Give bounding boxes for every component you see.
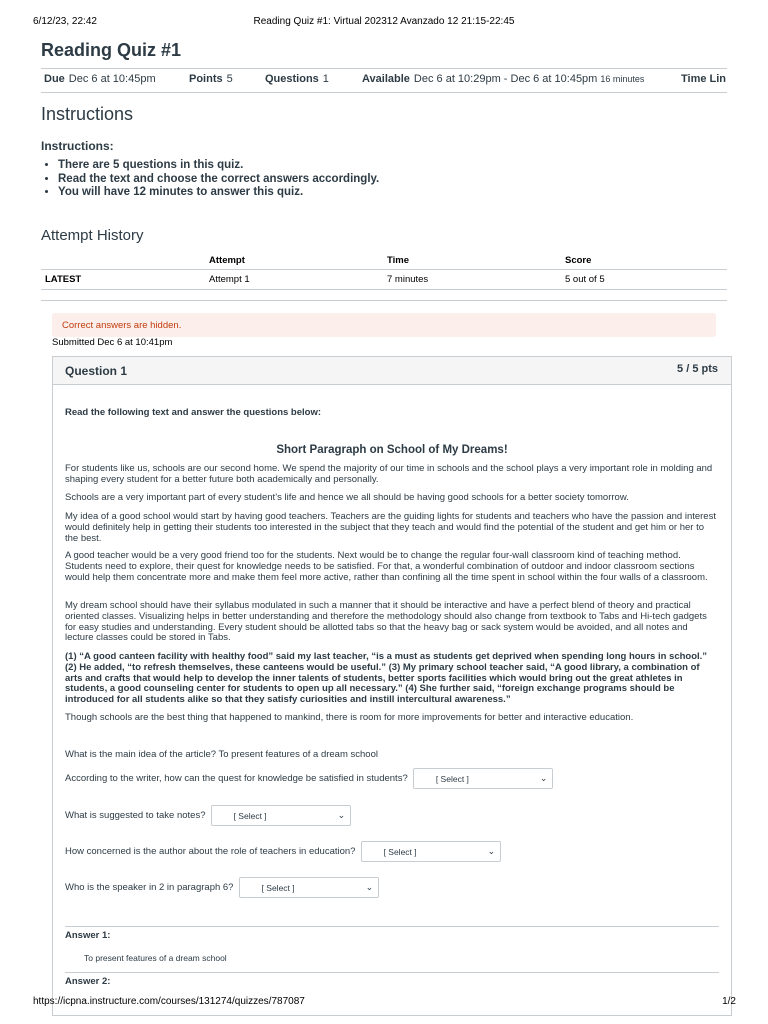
column-header-time: Time: [383, 252, 561, 270]
instructions-subtitle: Instructions:: [41, 139, 114, 153]
instructions-list: [41, 159, 379, 200]
select-value: [ Select ]: [435, 774, 469, 784]
meta-points-value: 5: [226, 73, 233, 85]
meta-due-value: Dec 6 at 10:45pm: [68, 73, 156, 85]
divider: [65, 972, 719, 973]
print-page-number: 1/2: [722, 996, 736, 1007]
meta-due: [44, 73, 156, 85]
subquestion-3: [65, 841, 501, 862]
select-value: [ Select ]: [383, 847, 417, 857]
instructions-item: • There are 5 questions in this quiz.: [58, 159, 379, 173]
table-header-row: [41, 252, 727, 270]
question-card: [52, 356, 732, 1016]
attempt-latest-label: LATEST: [41, 270, 205, 290]
submitted-timestamp: Submitted Dec 6 at 10:41pm: [52, 337, 173, 348]
meta-questions: [265, 73, 329, 85]
instructions-item: • Read the text and choose the correct answers accordingly.: [58, 173, 379, 187]
divider: [41, 300, 727, 301]
print-url: https://icpna.instructure.com/courses/131274/quizzes/787087: [33, 996, 305, 1007]
print-datetime: 6/12/23, 22:42: [33, 16, 97, 27]
question-points: 5 / 5 pts: [677, 363, 718, 375]
subquestion-text: How concerned is the author about the role of teachers in education?: [65, 846, 356, 858]
passage-title: Short Paragraph on School of My Dreams!: [276, 444, 508, 456]
attempt-history-title: Attempt History: [41, 227, 144, 244]
answer-select-3[interactable]: [361, 841, 501, 862]
question-header: [53, 357, 731, 385]
attempt-history-table: [41, 252, 727, 290]
print-footer: [0, 996, 768, 1010]
passage-paragraph: For students like us, schools are our second home. We spend the majority of our time in schools and the school plays a very important role in molding and shaping every student for a better future both academically and personally.: [65, 463, 713, 485]
select-value: [ Select ]: [261, 883, 295, 893]
passage-paragraph-quotes: (1) “A good canteen facility with healthy food” said my last teacher, “is a must as students get deprived when spending long hours in school.” (2) He added, “to refresh themselves, these canteens would be useful.” (3) My primary school teacher said, “A good library, a combination of arts and crafts that would help to develop the inner talents of students, better sports facilities which would bring out the great athletes in students, a good counseling center for students to open up all necessary.” (4) She further said, “foreign exchange programs should be introduced for all students alike so that they satisfy curiosities and instill intercultural awareness.”: [65, 651, 708, 706]
passage-paragraph: A good teacher would be a very good friend too for the students. Next would be to change the regular four-wall classroom kind of teaching method. Students need to explore, their quest for knowledge needs to be satisfied. For that, a wonderful combination of outdoor and indoor classroom sections would help them concentrate more and make them feel more active, rather than confining all the time spent in school within the four walls of a classroom.: [65, 550, 708, 583]
quiz-meta-bar: [41, 68, 727, 93]
table-row: [41, 270, 727, 290]
answer-1-label: Answer 1:: [65, 930, 111, 941]
chevron-down-icon: ⌄: [539, 773, 548, 783]
subquestion-text: Who is the speaker in 2 in paragraph 6?: [65, 882, 234, 894]
meta-available-value: Dec 6 at 10:29pm - Dec 6 at 10:45pm: [413, 73, 598, 85]
passage-paragraph: My idea of a good school would start by having good teachers. Teachers are the guiding lights for students and teachers who have the passion and interest would definitely help in getting their students too interested in the subject that they teach and would find the potential of the student and get him or her to the best.: [65, 511, 716, 544]
answer-select-4[interactable]: [239, 877, 379, 898]
answer-select-1[interactable]: [413, 768, 553, 789]
passage-paragraph: Though schools are the best thing that happened to mankind, there is room for more improvements for better and interactive education.: [65, 712, 634, 723]
meta-available-label: Available: [362, 73, 410, 85]
chevron-down-icon: ⌄: [337, 810, 346, 820]
answer-1-value: To present features of a dream school: [84, 953, 227, 963]
attempt-link[interactable]: Attempt 1: [205, 270, 383, 290]
passage-paragraph: Schools are a very important part of every student’s life and hence we all should be having good schools for a better society tomorrow.: [65, 492, 629, 503]
answer-select-2[interactable]: [211, 805, 351, 826]
meta-available: [362, 73, 644, 85]
instructions-title: Instructions: [41, 104, 134, 124]
print-title: Reading Quiz #1: Virtual 202312 Avanzado 12 21:15-22:45: [253, 16, 515, 27]
meta-time-limit-label: Time Lin: [681, 73, 727, 85]
subquestion-1: [65, 768, 553, 789]
meta-available-duration: 16 minutes: [600, 74, 645, 84]
attempt-score: 5 out of 5: [561, 270, 727, 290]
passage-paragraph: My dream school should have their syllabus modulated in such a manner that it should be interactive and have a perfect blend of theory and practical oriented classes. Visualizing helps in better understanding and therefore the methodology should also change from textbook to Tabs and Hi-tech gadgets for easy studies and understanding. Every student should be allotted tabs so that the heavy bag or sack system would be avoided, and all notes and lecture classes could be stored in Tabs.: [65, 600, 707, 644]
meta-points: [189, 73, 233, 85]
answer-2-label: Answer 2:: [65, 976, 111, 987]
chevron-down-icon: ⌄: [365, 882, 374, 892]
main-idea-question: What is the main idea of the article? To present features of a dream school: [65, 749, 378, 760]
answers-hidden-alert: Correct answers are hidden.: [52, 313, 716, 337]
attempt-time: 7 minutes: [383, 270, 561, 290]
subquestion-text: What is suggested to take notes?: [65, 810, 206, 822]
divider: [65, 926, 719, 927]
question-lead: Read the following text and answer the questions below:: [65, 407, 321, 418]
print-header: [0, 16, 768, 30]
meta-time-limit: [681, 73, 727, 85]
column-header-blank: [41, 252, 205, 270]
instructions-item: • You will have 12 minutes to answer this quiz.: [58, 186, 379, 200]
meta-points-label: Points: [189, 73, 223, 85]
select-value: [ Select ]: [233, 811, 267, 821]
column-header-score: Score: [561, 252, 727, 270]
quiz-title: Reading Quiz #1: [41, 40, 182, 60]
question-name: Question 1: [65, 364, 128, 378]
column-header-attempt: Attempt: [205, 252, 383, 270]
subquestion-2: [65, 805, 351, 826]
meta-questions-value: 1: [322, 73, 329, 85]
meta-due-label: Due: [44, 73, 65, 85]
subquestion-4: [65, 877, 379, 898]
chevron-down-icon: ⌄: [487, 846, 496, 856]
subquestion-text: According to the writer, how can the quest for knowledge be satisfied in students?: [65, 773, 408, 785]
meta-questions-label: Questions: [265, 73, 319, 85]
